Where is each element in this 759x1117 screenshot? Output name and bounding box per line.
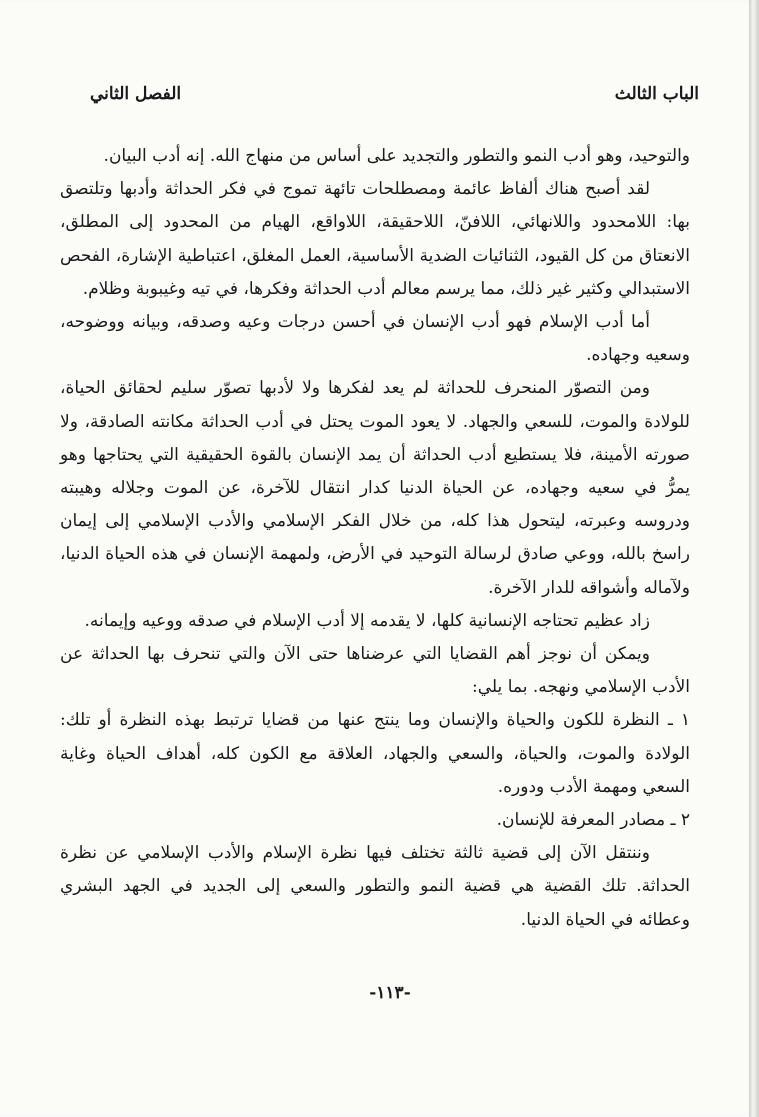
paragraph-islamic-literature: أما أدب الإسلام فهو أدب الإنسان في أحسن درجات وعيه وصدقه، وبيانه ووضوحه، وسعيه وجهاده. <box>60 312 690 366</box>
part-title: الباب الثالث <box>614 84 699 104</box>
paragraph-great-provision: زاد عظيم تحتاجه الإنسانية كلها، لا يقدمه إلا أدب الإسلام في صدقه ووعيه وإيمانه. <box>84 610 650 631</box>
list-item-1: ١ ـ النظرة للكون والحياة والإنسان وما ينتج عنها من قضايا ترتبط بهذه النظرة أو تلك: الولادة والموت، والحياة، والسعي والجهاد، العلاقة مع الكون كله، أهداف الحياة وغاية السعي ومهمة الأدب ودوره. <box>60 710 690 797</box>
paragraph-life-and-death: ومن التصوّر المنحرف للحداثة لم يعد لفكرها ولا لأدبها تصوّر سليم لحقائق الحياة، للولادة والموت، للسعي والجهاد. لا يعود الموت يحتل في أدب الحداثة مكانته الصادقة، ولا صورته الأمينة، فلا يستطيع أدب الحداثة أن يمد الإنسان بالقوة الحقيقية التي يحتاجها وهو يمرُّ في سعيه وجهاده، عن الحياة الدنيا كدار انتقال للآخرة، عن الموت وجلاله وهيبته ودروسه وعبرته، ليتحول هذا كله، من خلال الفكر الإسلامي والأدب الإسلامي إلى إيمان راسخ بالله، ووعي صادق لرسالة التوحيد في الأرض، ولمهمة الإنسان في هذه الحياة الدنيا، ولآماله وأشواقه للدار الآخرة. <box>60 378 690 598</box>
paragraph-summary-intro: ويمكن أن نوجز أهم القضايا التي عرضناها حتى الآن والتي تنحرف بها الحداثة عن الأدب الإسلامي ونهجه. بما يلي: <box>60 644 690 698</box>
running-header <box>90 84 699 112</box>
chapter-title: الفصل الثاني <box>90 84 182 104</box>
paragraph-modernism-terms: لقد أصبح هناك ألفاظ عائمة ومصطلحات تائهة تموج في فكر الحداثة وأدبها وتلتصق بها: اللامحدود واللانهائي، اللافنّ، اللاحقيقة، اللاواقع، الهيام من المحدود إلى المطلق، الانعتاق من كل القيود، الثنائيات الضدية الأساسية، العمل المغلق، اعتباطية الإشارة، الفحص الاستبدالي وكثير غير ذلك، مما يرسم معالم أدب الحداثة وفكرها، في تيه وغيبوبة وظلام. <box>60 179 690 299</box>
paragraph-third-issue: وننتقل الآن إلى قضية ثالثة تختلف فيها نظرة الإسلام والأدب الإسلامي عن نظرة الحداثة. تلك القضية هي قضية النمو والتطور والسعي إلى الجديد في الجهد البشري وعطائه في الحياة الدنيا. <box>60 843 690 930</box>
page-number: -١١٣- <box>369 983 411 1003</box>
paragraph-continuation: والتوحيد، وهو أدب النمو والتطور والتجديد على أساس من منهاج الله. إنه أدب البيان. <box>103 146 690 166</box>
list-item-2: ٢ ـ مصادر المعرفة للإنسان. <box>496 810 690 831</box>
page-edge <box>749 0 759 1117</box>
page-body <box>60 140 690 937</box>
